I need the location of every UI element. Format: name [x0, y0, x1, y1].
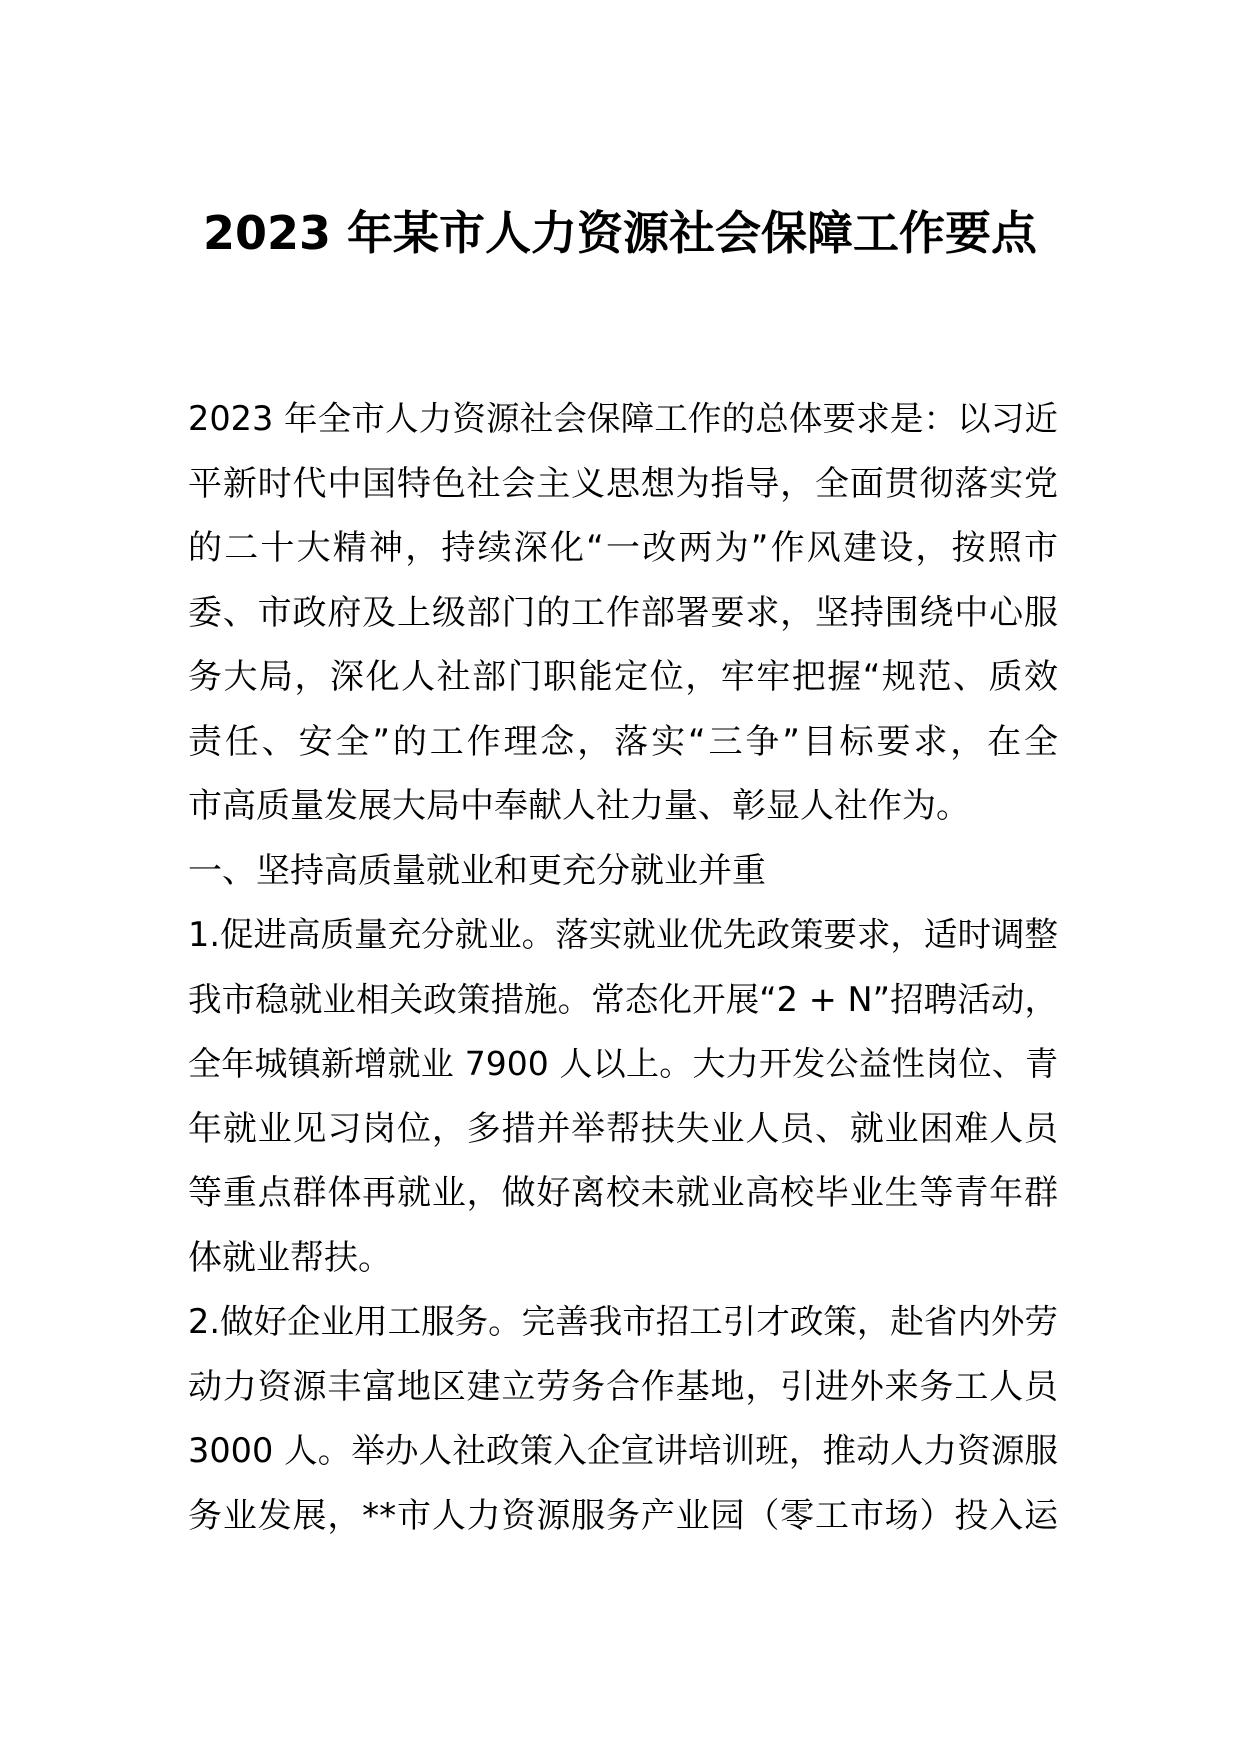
paragraph-line: 责任、安全”的工作理念，落实“三争”目标要求，在全 [188, 721, 1058, 762]
paragraph-line: 全年城镇新增就业 7900 人以上。大力开发公益性岗位、青 [188, 1044, 1058, 1083]
document-body [188, 387, 1058, 1548]
paragraph-line: 3000 人。举办人社政策入企宣讲培训班，推动人力资源服 [188, 1431, 1058, 1470]
paragraph-line: 的二十大精神，持续深化“一改两为”作风建设，按照市 [188, 528, 1058, 568]
paragraph-line: 等重点群体再就业，做好离校未就业高校毕业生等青年群 [188, 1173, 1058, 1213]
paragraph-line: 年就业见习岗位，多措并举帮扶失业人员、就业困难人员 [188, 1108, 1058, 1149]
paragraph-line: 2023 年全市人力资源社会保障工作的总体要求是：以习近 [188, 399, 1058, 438]
paragraph-line: 1.促进高质量充分就业。落实就业优先政策要求，适时调整 [188, 915, 1058, 954]
paragraph-line: 动力资源丰富地区建立劳务合作基地，引进外来务工人员 [188, 1366, 1058, 1407]
paragraph-line: 我市稳就业相关政策措施。常态化开展“2 + N”招聘活动， [188, 979, 1058, 1019]
paragraph-line: 务业发展，**市人力资源服务产业园（零工市场）投入运 [188, 1495, 1058, 1536]
paragraph-line: 委、市政府及上级部门的工作部署要求，坚持围绕中心服 [188, 592, 1058, 633]
paragraph-line: 务大局，深化人社部门职能定位，牢牢把握“规范、质效 [188, 657, 1058, 697]
paragraph-line: 市高质量发展大局中奉献人社力量、彰显人社作为。 [188, 786, 970, 826]
section-heading: 一、坚持高质量就业和更充分就业并重 [188, 850, 766, 891]
paragraph-line: 体就业帮扶。 [188, 1237, 392, 1278]
paragraph-line: 平新时代中国特色社会主义思想为指导，全面贯彻落实党 [188, 463, 1058, 504]
paragraph-line: 2.做好企业用工服务。完善我市招工引才政策，赴省内外劳 [188, 1302, 1058, 1341]
document-title: 2023 年某市人力资源社会保障工作要点 [202, 206, 1038, 260]
